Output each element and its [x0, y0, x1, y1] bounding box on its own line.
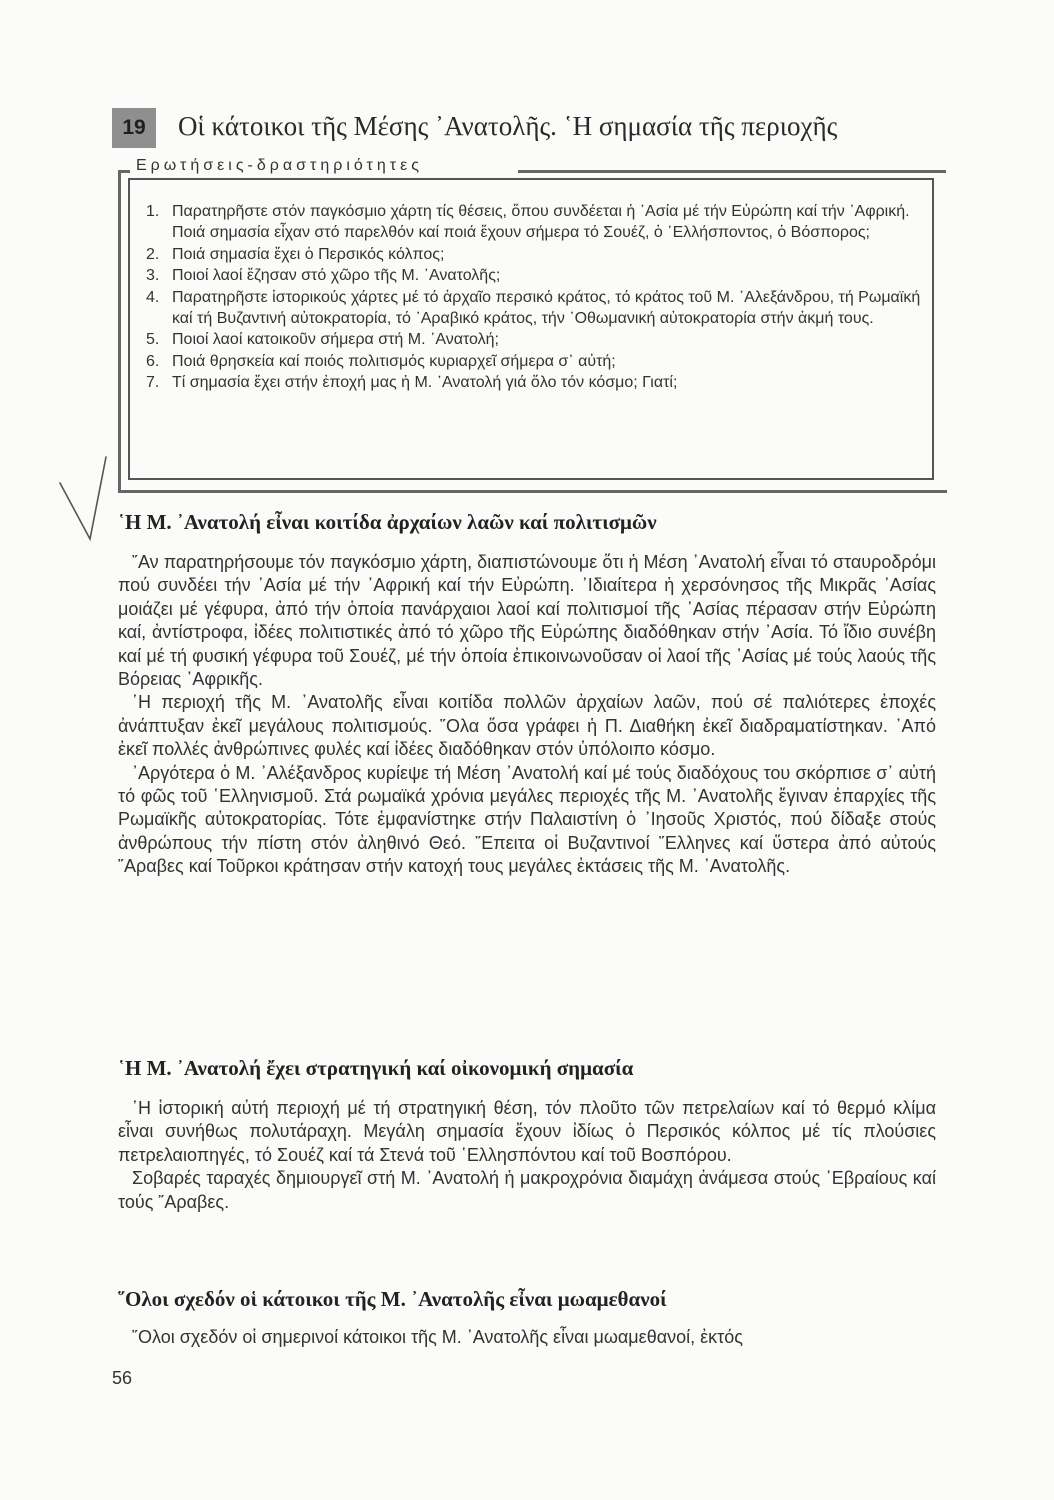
question-item	[146, 329, 936, 350]
section-heading: ῞Ολοι σχεδόν οἱ κάτοικοι τῆς Μ. ᾿Ανατολῆς εἶναι μωαμεθανοί	[118, 1287, 667, 1311]
question-item	[146, 287, 936, 330]
paragraph: ῾Η ἱστορική αὐτή περιοχή μέ τή στρατηγική θέση, τόν πλοῦτο τῶν πετρελαίων καί τό θερμό κλίμα εἶναι συνήθως πολυτάραχη. Μεγάλη σημασία ἔχουν ἰδίως ὁ Περσικός κόλπος μέ τίς πλούσιες πετρελαιοπηγές, τό Σουέζ καί τά Στενά τοῦ ῾Ελλησπόντου καί τοῦ Βοσπόρου.	[118, 1098, 936, 1165]
question-number: 5.	[146, 331, 160, 349]
handwritten-checkmark-icon	[56, 455, 126, 545]
question-item	[146, 201, 936, 244]
section-heading: ῾Η Μ. ᾿Ανατολή εἶναι κοιτίδα ἀρχαίων λαῶν καί πολιτισμῶν	[118, 510, 657, 534]
question-item	[146, 372, 936, 393]
question-number: 4.	[146, 288, 160, 306]
question-item	[146, 265, 936, 286]
section-heading: ῾Η Μ. ᾿Ανατολή ἔχει στρατηγική καί οἰκονομική σημασία	[118, 1056, 634, 1080]
question-text: Παρατηρῆστε ἱστορικούς χάρτες μέ τό ἀρχαῖο περσικό κράτος, τό κράτος τοῦ Μ. ᾿Αλεξάνδρου, τή Ρωμαϊκή καί τή Βυζαντινή αὐτοκρατορία, τό ᾿Αραβικό κράτος, τήν ᾿Οθωμανική αὐτοκρατορία στήν ἀκμή τους.	[172, 288, 921, 328]
questions-list	[146, 201, 936, 394]
question-number: 7.	[146, 374, 160, 392]
question-item	[146, 244, 936, 265]
section-body	[118, 551, 936, 879]
paragraph: ῎Αν παρατηρήσουμε τόν παγκόσμιο χάρτη, διαπιστώνουμε ὅτι ἡ Μέση ᾿Ανατολή εἶναι τό σταυροδρόμι πού συνδέει τήν ᾿Ασία μέ τήν ᾿Αφρική καί τήν Εὐρώπη. ᾿Ιδιαίτερα ἡ χερσόνησος τῆς Μικρᾶς ᾿Ασίας μοιάζει μέ γέφυρα, ἀπό τήν ὁποία πανάρχαιοι λαοί καί πολιτισμοί τῆς ᾿Ασίας πέρασαν στήν Εὐρώπη καί, ἀντίστροφα, ἰδέες πολιτιστικές ἀπό τό χῶρο τῆς Εὐρώπης διαδόθηκαν στήν ᾿Ασία. Τό ἴδιο συνέβη καί μέ τή φυσική γέφυρα τοῦ Σουέζ, μέ τήν ὁποία ἐπικοινωνοῦσαν οἱ λαοί τῆς ᾿Ασίας μέ τούς λαούς τῆς Βόρειας ᾿Αφρικῆς.	[118, 552, 936, 690]
page-number: 56	[112, 1368, 133, 1388]
question-item	[146, 351, 936, 372]
questions-frame-rule	[518, 170, 946, 173]
question-text: Ποιοί λαοί ἔζησαν στό χῶρο τῆς Μ. ᾿Ανατολῆς;	[172, 267, 501, 285]
question-number: 6.	[146, 352, 160, 370]
questions-frame-tick	[118, 170, 130, 173]
section-body	[118, 1326, 936, 1349]
questions-header: Ερωτήσεις-δραστηριότητες	[136, 157, 423, 174]
question-text: Παρατηρῆστε στόν παγκόσμιο χάρτη τίς θέσεις, ὅπου συνδέεται ἡ ᾿Ασία μέ τήν Εὐρώπη καί τήν ᾿Αφρική. Ποιά σημασία εἶχαν στό παρελθόν καί ποιά ἔχουν σήμερα τό Σουέζ, ὁ ῾Ελλήσποντος, ὁ Βόσπορος;	[172, 203, 910, 242]
paragraph: Σοβαρές ταραχές δημιουργεῖ στή Μ. ᾿Ανατολή ἡ μακροχρόνια διαμάχη ἀνάμεσα στούς ῾Εβραίους καί τούς ῎Αραβες.	[118, 1168, 936, 1212]
paragraph: ῾Η περιοχή τῆς Μ. ᾿Ανατολῆς εἶναι κοιτίδα πολλῶν ἀρχαίων λαῶν, πού σέ παλιότερες ἐποχές ἀνάπτυξαν ἐκεῖ μεγάλους πολιτισμούς. ῞Ολα ὅσα γράφει ἡ Π. Διαθήκη ἐκεῖ διαδραματίστηκαν. ᾿Από ἐκεῖ πολλές ἀνθρώπινες φυλές καί ἰδέες διαδόθηκαν στόν ὑπόλοιπο κόσμο.	[118, 692, 936, 760]
question-number: 2.	[146, 245, 160, 263]
paragraph: ῞Ολοι σχεδόν οἱ σημερινοί κάτοικοι τῆς Μ. ᾿Ανατολῆς εἶναι μωαμεθανοί, ἐκτός	[132, 1327, 743, 1347]
question-text: Ποιά θρησκεία καί ποιός πολιτισμός κυριαρχεῖ σήμερα σ᾿ αὐτή;	[172, 352, 616, 370]
question-text: Τί σημασία ἔχει στήν ἐποχή μας ἡ Μ. ᾿Ανατολή γιά ὅλο τόν κόσμο; Γιατί;	[172, 374, 678, 392]
chapter-number-badge: 19	[112, 108, 156, 148]
question-text: Ποιοί λαοί κατοικοῦν σήμερα στή Μ. ᾿Ανατολή;	[172, 331, 499, 349]
paragraph: ᾿Αργότερα ὁ Μ. ᾿Αλέξανδρος κυρίεψε τή Μέση ᾿Ανατολή καί μέ τούς διαδόχους του σκόρπισε σ᾿ αὐτή τό φῶς τοῦ ῾Ελληνισμοῦ. Στά ρωμαϊκά χρόνια μεγάλες περιοχές τῆς Μ. ᾿Ανατολῆς ἔγιναν ἐπαρχίες τῆς Ρωμαϊκῆς αὐτοκρατορίας. Τότε ἐμφανίστηκε στήν Παλαιστίνη ὁ ᾿Ιησοῦς Χριστός, πού δίδαξε στούς ἀνθρώπους τήν πίστη στόν ἀληθινό Θεό. ῎Επειτα οἱ Βυζαντινοί ῞Ελληνες καί ὕστερα ἀπό αὐτούς ῎Αραβες καί Τοῦρκοι κράτησαν στήν κατοχή τους μεγάλες ἐκτάσεις τῆς Μ. ᾿Ανατολῆς.	[118, 762, 936, 877]
chapter-title: Οἱ κάτοικοι τῆς Μέσης ᾿Ανατολῆς. ῾Η σημασία τῆς περιοχῆς	[178, 111, 838, 141]
section-body	[118, 1097, 936, 1214]
question-text: Ποιά σημασία ἔχει ὁ Περσικός κόλπος;	[172, 245, 445, 263]
question-number: 3.	[146, 267, 160, 285]
question-number: 1.	[146, 203, 160, 220]
